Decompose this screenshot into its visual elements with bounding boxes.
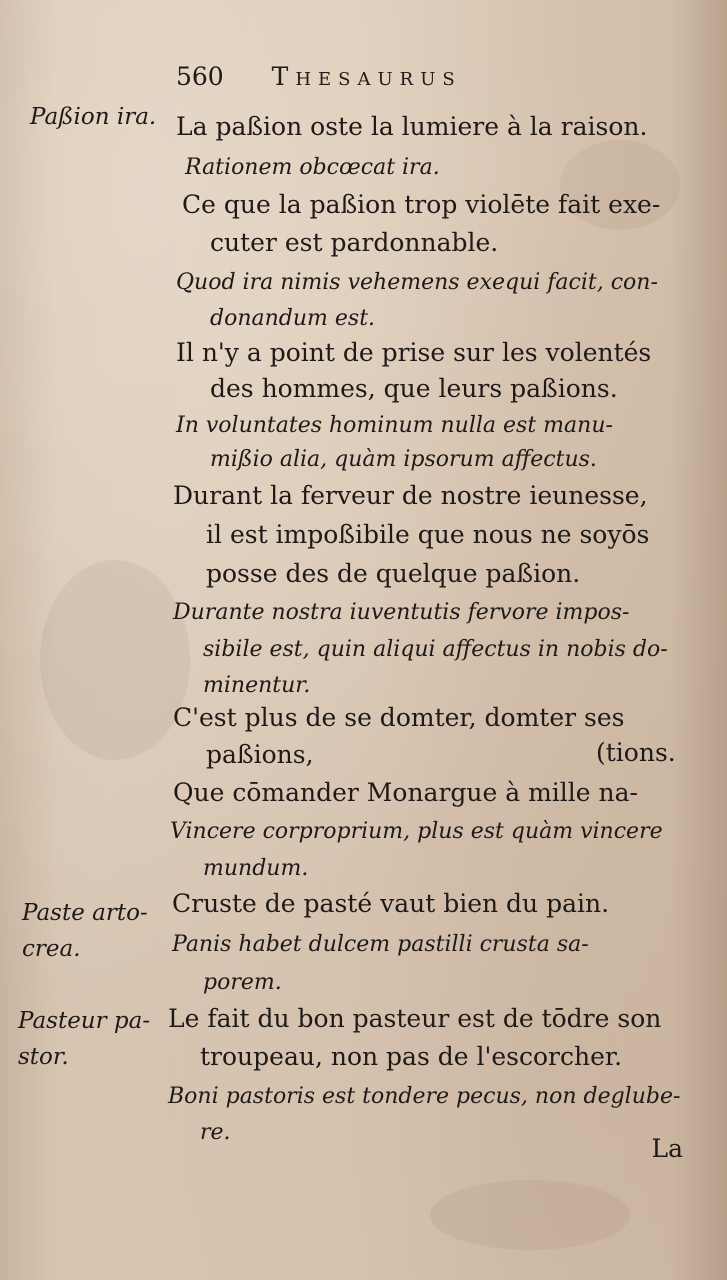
latin-line: Durante nostra iuventutis fervore impos- [173,600,630,625]
french-line: C'est plus de se domter, domter ses [173,703,625,732]
latin-line: Vincere corproprium, plus est quàm vincere [170,819,663,844]
latin-line: minentur. [203,673,311,698]
margin-note-passion: Paßion ira. [30,104,157,130]
latin-line: re. [200,1120,231,1145]
margin-note-paste: Paste arto- [22,900,148,926]
page-header [176,62,616,91]
latin-line: Quod ira nimis vehemens exequi facit, con- [176,270,658,295]
latin-line: Boni pastoris est tondere pecus, non deglube- [168,1084,681,1109]
latin-line: sibile est, quin aliqui affectus in nobis do- [203,637,668,662]
paper-stain [430,1180,630,1250]
latin-line: porem. [203,970,282,995]
latin-line: In voluntates hominum nulla est manu- [176,413,613,438]
latin-line: mißio alia, quàm ipsorum affectus. [210,447,597,472]
french-line: Cruste de pasté vaut bien du pain. [172,889,610,918]
french-line: cuter est pardonnable. [210,228,499,257]
french-line: posse des de quelque paßion. [206,559,581,588]
paper-stain [40,560,190,760]
margin-note-pasteur-cont: stor. [18,1044,69,1070]
french-line: Durant la ferveur de nostre ieunesse, [173,481,648,510]
latin-line: mundum. [203,856,309,881]
french-line: paßions, [206,740,314,769]
catchword: La [651,1134,683,1163]
french-line: La paßion oste la lumiere à la raison. [176,112,648,141]
french-line: Ce que la paßion trop violēte fait exe- [182,190,661,219]
running-title: Thesaurus [271,62,462,91]
latin-line: Rationem obcœcat ira. [185,155,440,180]
french-line: Le fait du bon pasteur est de tōdre son [168,1004,662,1033]
margin-note-paste-cont: crea. [22,936,81,962]
french-line: Il n'y a point de prise sur les volentés [176,338,652,367]
french-line: Que cōmander Monargue à mille na- [173,778,638,807]
french-line: des hommes, que leurs paßions. [210,374,618,403]
latin-line: donandum est. [210,306,376,331]
french-line: troupeau, non pas de l'escorcher. [200,1042,623,1071]
french-line: il est impoßibile que nous ne soyōs [206,520,650,549]
latin-line: Panis habet dulcem pastilli crusta sa- [172,932,589,957]
margin-note-pasteur: Pasteur pa- [18,1008,151,1034]
french-line-turnup: (tions. [596,738,676,767]
page-number: 560 [176,62,224,91]
